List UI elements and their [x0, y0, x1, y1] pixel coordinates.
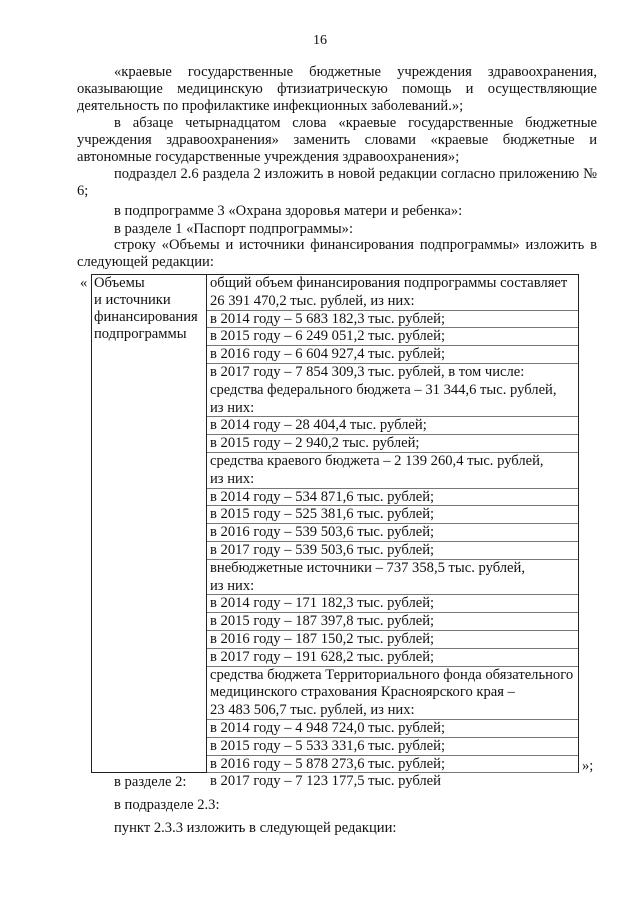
- table-row: в 2014 году – 28 404,4 тыс. рублей;: [207, 417, 578, 435]
- table-row: 23 483 506,7 тыс. рублей, из них:: [207, 702, 578, 720]
- table-row: из них:: [207, 400, 578, 418]
- closing-quote: »;: [582, 758, 594, 774]
- left-cell-line: Объемы: [94, 275, 145, 291]
- table-row: в 2015 году – 187 397,8 тыс. рублей;: [207, 613, 578, 631]
- table-row: из них:: [207, 471, 578, 489]
- table-row: в 2016 году – 6 604 927,4 тыс. рублей;: [207, 346, 578, 364]
- paragraph-2: в абзаце четырнадцатом слова «краевые государственные бюджетные учреждения здравоохранения» заменить словами «краевые бюджетные и автономные государственные учреждения здравоохранения»;: [77, 115, 597, 165]
- table-left-cell: [92, 275, 207, 772]
- left-cell-line: финансирования: [94, 309, 198, 325]
- table-row: в 2015 году – 2 940,2 тыс. рублей;: [207, 435, 578, 453]
- paragraph-3: подраздел 2.6 раздела 2 изложить в новой редакции согласно приложению № 6;: [77, 166, 597, 199]
- table-row: в 2014 году – 5 683 182,3 тыс. рублей;: [207, 311, 578, 329]
- table-row: общий объем финансирования подпрограммы составляет: [210, 275, 568, 291]
- table-row: средства краевого бюджета – 2 139 260,4 тыс. рублей,: [210, 452, 544, 469]
- paragraph-4: в подпрограмме 3 «Охрана здоровья матери и ребенка»:: [114, 203, 463, 219]
- table-row: в 2016 году – 5 878 273,6 тыс. рублей;: [207, 756, 578, 774]
- table-row: внебюджетные источники – 737 358,5 тыс. рублей,: [210, 559, 525, 576]
- table-row: в 2016 году – 187 150,2 тыс. рублей;: [207, 631, 578, 649]
- page-number: 16: [313, 33, 327, 48]
- table-row: в 2015 году – 5 533 331,6 тыс. рублей;: [207, 738, 578, 756]
- opening-quote: «: [80, 275, 88, 291]
- tail-line-3: пункт 2.3.3 изложить в следующей редакции:: [114, 820, 397, 836]
- paragraph-6: строку «Объемы и источники финансирования подпрограммы» изложить в следующей редакции:: [77, 237, 597, 270]
- table-row: 26 391 470,2 тыс. рублей, из них:: [207, 293, 578, 311]
- table-row: в 2017 году – 7 854 309,3 тыс. рублей, в том числе:: [210, 363, 525, 380]
- table-row: в 2017 году – 539 503,6 тыс. рублей;: [207, 542, 578, 560]
- tail-line-1: в разделе 2:: [114, 774, 187, 790]
- table-row: в 2015 году – 6 249 051,2 тыс. рублей;: [207, 328, 578, 346]
- table-row: из них:: [207, 578, 578, 596]
- table-row: в 2014 году – 4 948 724,0 тыс. рублей;: [207, 720, 578, 738]
- table-row: медицинского страхования Красноярского края –: [210, 684, 515, 701]
- paragraph-1: «краевые государственные бюджетные учреждения здравоохранения, оказывающие медицинскую фтизиатрическую помощь и осуществляющие деятельность по профилактике инфекционных заболеваний.»;: [77, 64, 597, 114]
- table-row: средства бюджета Территориального фонда обязательного: [210, 666, 574, 683]
- table-row: в 2017 году – 191 628,2 тыс. рублей;: [207, 649, 578, 667]
- table-row: в 2017 году – 7 123 177,5 тыс. рублей: [210, 773, 441, 790]
- left-cell-line: и источники: [94, 292, 171, 308]
- table-row: в 2014 году – 534 871,6 тыс. рублей;: [207, 489, 578, 507]
- tail-line-2: в подразделе 2.3:: [114, 797, 220, 813]
- paragraph-5: в разделе 1 «Паспорт подпрограммы»:: [114, 221, 354, 237]
- table-right-cell: [207, 275, 578, 791]
- table-row: средства федерального бюджета – 31 344,6 тыс. рублей,: [210, 381, 557, 398]
- table-row: в 2015 году – 525 381,6 тыс. рублей;: [207, 506, 578, 524]
- table-row: в 2016 году – 539 503,6 тыс. рублей;: [207, 524, 578, 542]
- left-cell-line: подпрограммы: [94, 326, 187, 342]
- table-row: в 2014 году – 171 182,3 тыс. рублей;: [207, 595, 578, 613]
